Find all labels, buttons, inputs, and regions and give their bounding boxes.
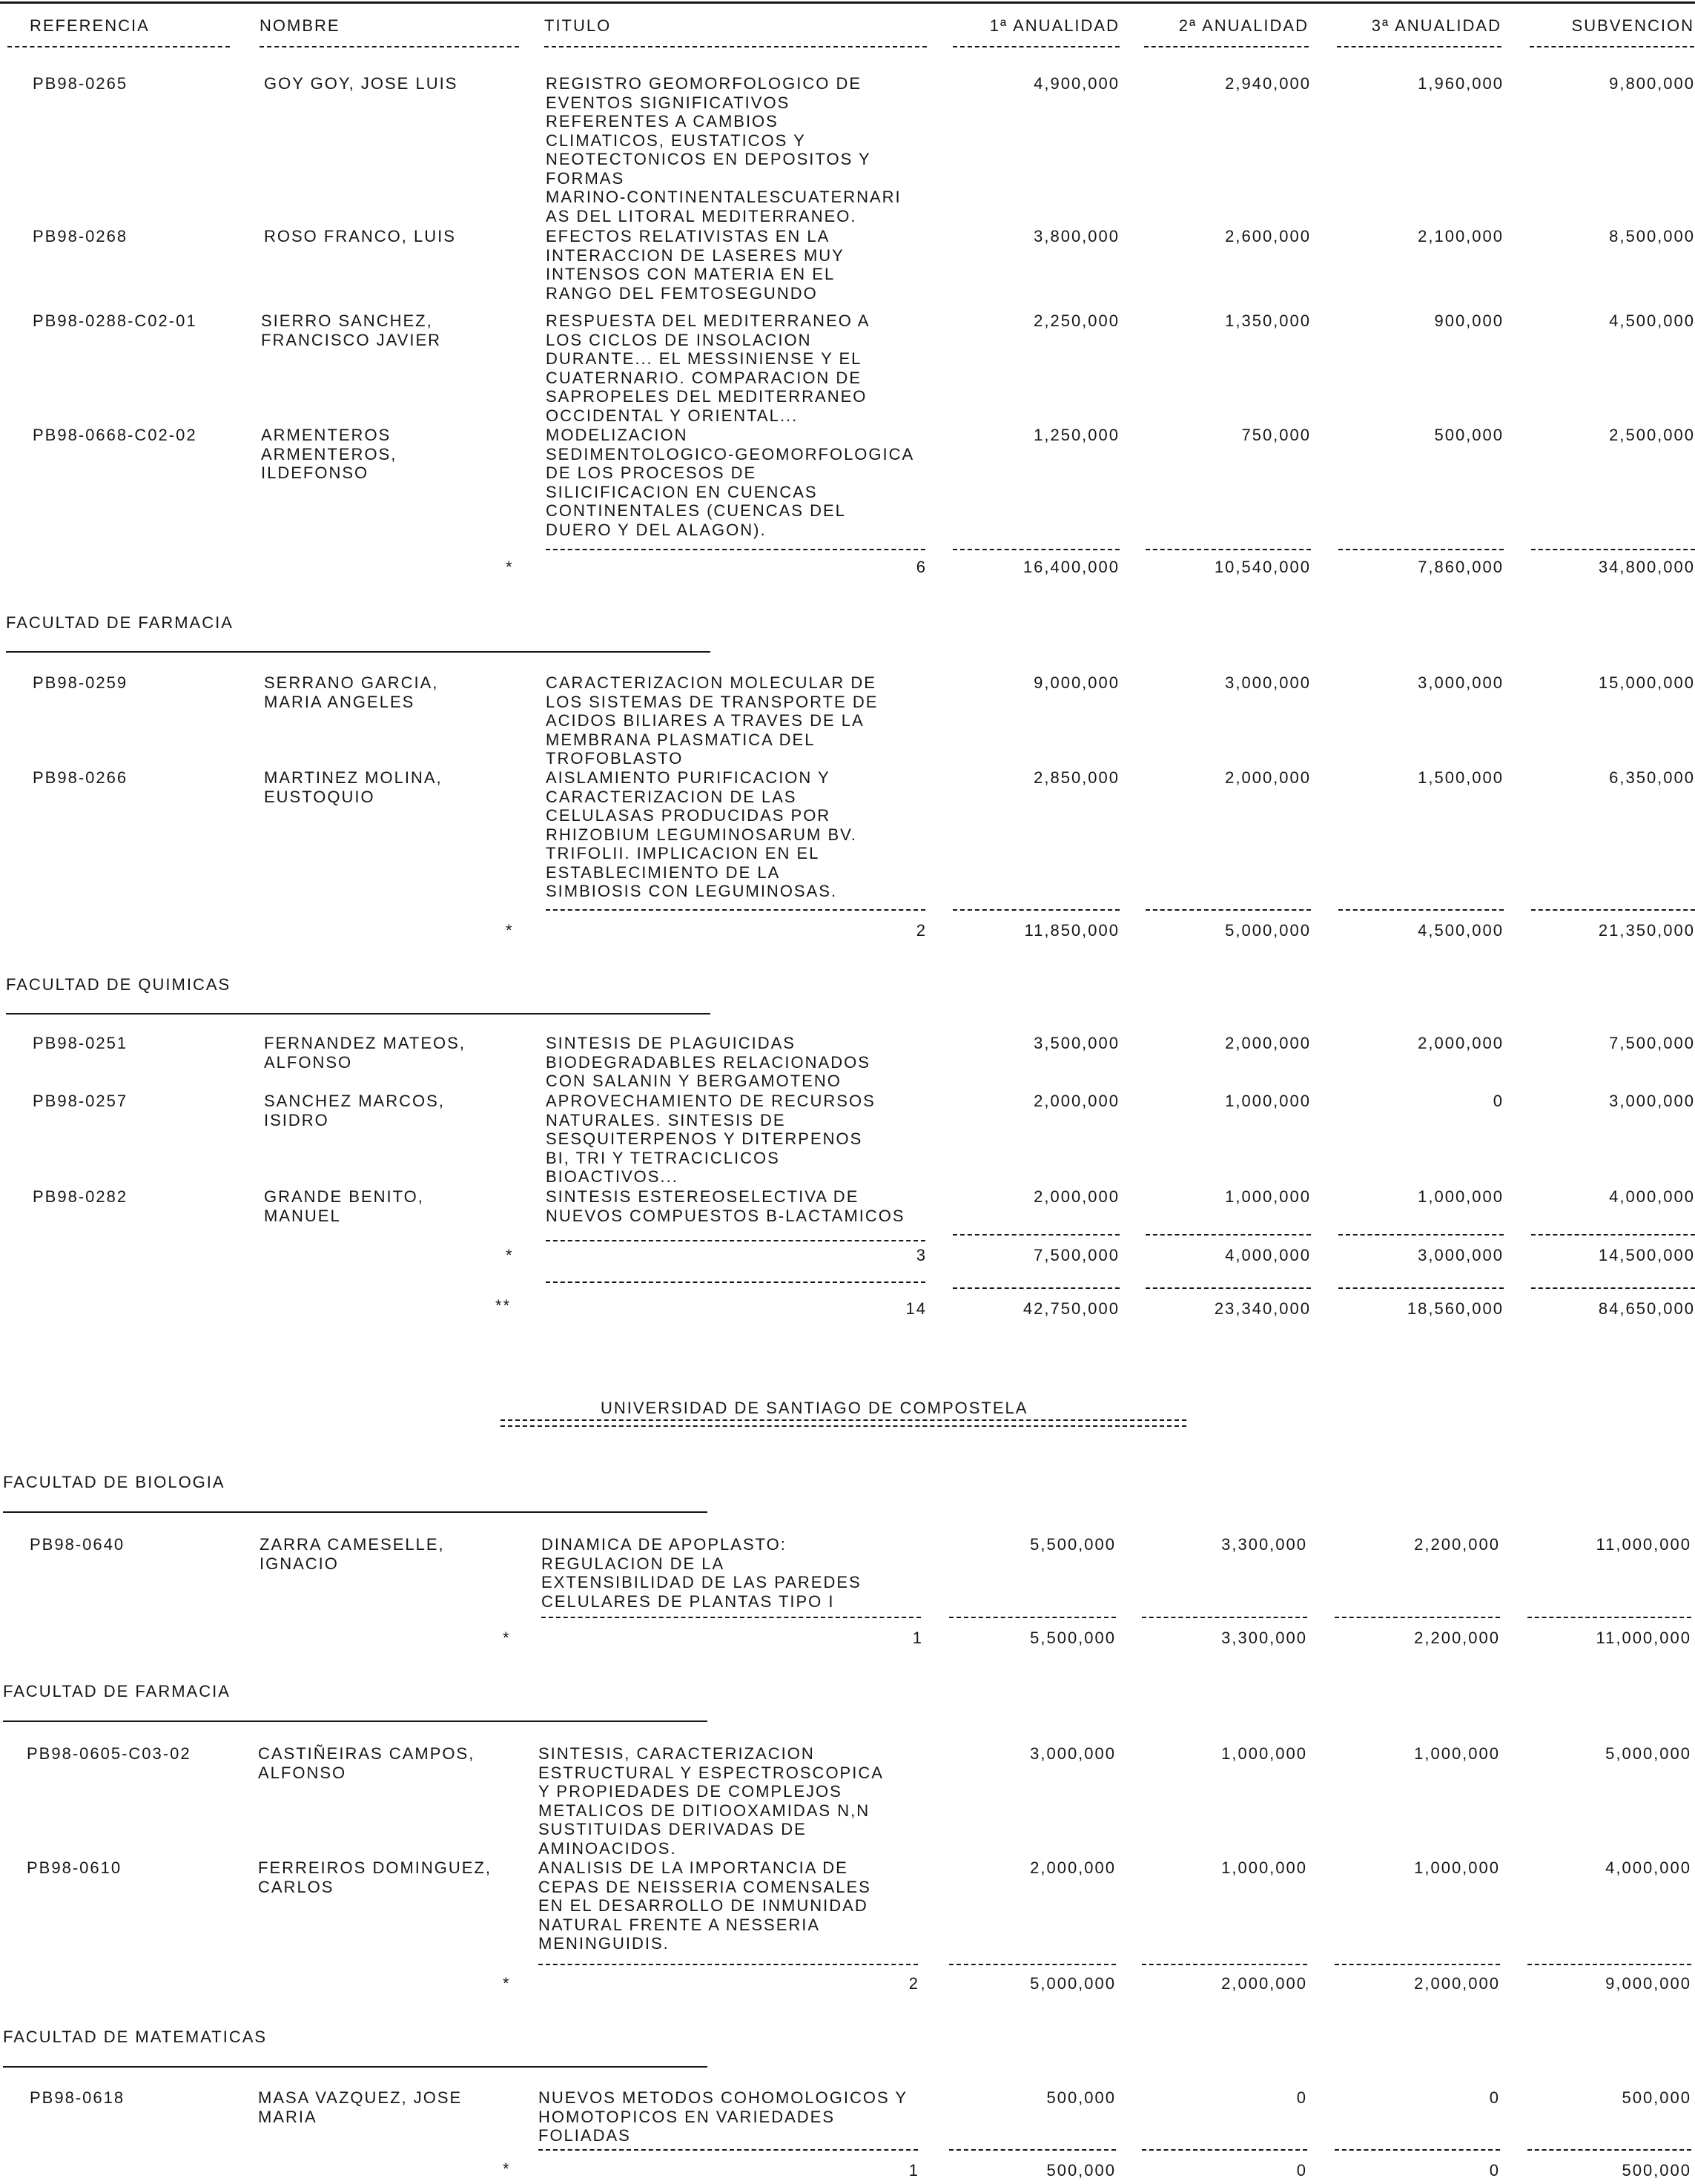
row-referencia: PB98-0265 bbox=[33, 74, 128, 93]
subtotal-count: 1 bbox=[908, 2161, 919, 2180]
row-nombre: GRANDE BENITO, MANUEL bbox=[264, 1187, 424, 1225]
row-subvencion: 8,500,000 bbox=[1609, 227, 1695, 245]
row-anualidad-3: 0 bbox=[1489, 2088, 1500, 2107]
subtotal-rule bbox=[538, 2149, 918, 2151]
section-heading: FACULTAD DE BIOLOGIA bbox=[3, 1473, 225, 1491]
subtotal-subvencion: 500,000 bbox=[1622, 2161, 1691, 2180]
row-anualidad-1: 2,850,000 bbox=[1034, 768, 1120, 787]
row-referencia: PB98-0268 bbox=[33, 227, 128, 245]
subtotal-marker: * bbox=[503, 1974, 511, 1993]
row-nombre: ZARRA CAMESELLE, IGNACIO bbox=[260, 1535, 445, 1573]
subtotal-rule bbox=[953, 909, 1120, 911]
grand-total-anualidad-2: 23,340,000 bbox=[1214, 1299, 1311, 1318]
subtotal-anualidad-1: 5,000,000 bbox=[1030, 1974, 1116, 1993]
subtotal-anualidad-1: 5,500,000 bbox=[1030, 1629, 1116, 1647]
row-referencia: PB98-0266 bbox=[33, 768, 128, 787]
row-subvencion: 4,000,000 bbox=[1609, 1187, 1695, 1206]
subtotal-marker: * bbox=[503, 1629, 511, 1647]
subtotal-anualidad-1: 7,500,000 bbox=[1034, 1246, 1120, 1264]
row-anualidad-3: 1,960,000 bbox=[1418, 74, 1504, 93]
header-rule bbox=[1530, 46, 1694, 47]
section-heading: FACULTAD DE MATEMATICAS bbox=[3, 2028, 268, 2046]
row-referencia: PB98-0640 bbox=[30, 1535, 125, 1554]
subtotal-anualidad-2: 2,000,000 bbox=[1221, 1974, 1307, 1993]
row-anualidad-2: 1,000,000 bbox=[1225, 1187, 1311, 1206]
subtotal-anualidad-2: 5,000,000 bbox=[1225, 921, 1311, 940]
row-nombre: CASTIÑEIRAS CAMPOS, ALFONSO bbox=[258, 1744, 475, 1782]
section-heading-rule bbox=[6, 1013, 710, 1015]
row-anualidad-1: 3,800,000 bbox=[1034, 227, 1120, 245]
subtotal-anualidad-2: 10,540,000 bbox=[1214, 558, 1311, 576]
row-anualidad-1: 9,000,000 bbox=[1034, 673, 1120, 692]
row-subvencion: 6,350,000 bbox=[1609, 768, 1695, 787]
row-referencia: PB98-0605-C03-02 bbox=[27, 1744, 191, 1763]
row-anualidad-1: 500,000 bbox=[1046, 2088, 1116, 2107]
row-subvencion: 7,500,000 bbox=[1609, 1034, 1695, 1052]
total-rule bbox=[1338, 1287, 1504, 1289]
row-nombre: MARTINEZ MOLINA, EUSTOQUIO bbox=[264, 768, 443, 806]
row-anualidad-1: 5,500,000 bbox=[1030, 1535, 1116, 1554]
header-titulo: TITULO bbox=[544, 16, 612, 35]
subtotal-anualidad-3: 2,200,000 bbox=[1414, 1629, 1500, 1647]
total-rule bbox=[953, 1287, 1120, 1289]
row-nombre: ARMENTEROS ARMENTEROS, ILDEFONSO bbox=[261, 426, 397, 482]
row-anualidad-1: 1,250,000 bbox=[1034, 426, 1120, 444]
row-anualidad-3: 1,000,000 bbox=[1418, 1187, 1504, 1206]
university-title-underline bbox=[500, 1419, 1186, 1427]
row-anualidad-2: 2,000,000 bbox=[1225, 768, 1311, 787]
header-subvencion: SUBVENCION bbox=[1571, 16, 1694, 35]
header-anualidad-1: 1ª ANUALIDAD bbox=[989, 16, 1120, 35]
row-anualidad-2: 3,000,000 bbox=[1225, 673, 1311, 692]
grand-total-anualidad-3: 18,560,000 bbox=[1407, 1299, 1504, 1318]
subtotal-marker: * bbox=[506, 1246, 514, 1264]
row-nombre: SIERRO SANCHEZ, FRANCISCO JAVIER bbox=[261, 311, 442, 349]
row-nombre: FERREIROS DOMINGUEZ, CARLOS bbox=[258, 1858, 492, 1896]
row-subvencion: 4,000,000 bbox=[1605, 1858, 1691, 1877]
subtotal-subvencion: 34,800,000 bbox=[1598, 558, 1695, 576]
row-anualidad-1: 2,000,000 bbox=[1030, 1858, 1116, 1877]
section-heading: FACULTAD DE FARMACIA bbox=[6, 613, 234, 632]
row-titulo: RESPUESTA DEL MEDITERRANEO A LOS CICLOS DE INSOLACION DURANTE... EL MESSINIENSE Y EL CUATERNARIO. COMPARACION DE SAPROPELES DEL MEDITERRANEO OCCIDENTAL Y ORIENTAL... bbox=[546, 311, 870, 425]
subtotal-count: 2 bbox=[916, 921, 927, 940]
subtotal-count: 3 bbox=[916, 1246, 927, 1264]
row-anualidad-2: 2,000,000 bbox=[1225, 1034, 1311, 1052]
subtotal-rule bbox=[1338, 549, 1504, 550]
subtotal-marker: * bbox=[506, 558, 514, 576]
row-subvencion: 11,000,000 bbox=[1596, 1535, 1691, 1554]
subtotal-anualidad-1: 11,850,000 bbox=[1024, 921, 1120, 940]
header-referencia: REFERENCIA bbox=[30, 16, 150, 35]
subtotal-rule bbox=[1527, 2149, 1691, 2151]
top-rule bbox=[0, 1, 1695, 4]
subtotal-rule bbox=[1527, 1964, 1691, 1965]
section-heading: FACULTAD DE QUIMICAS bbox=[6, 975, 231, 994]
subtotal-rule bbox=[1338, 1234, 1504, 1235]
subtotal-rule bbox=[1146, 1234, 1311, 1235]
subtotal-rule bbox=[1335, 1617, 1500, 1618]
row-referencia: PB98-0610 bbox=[27, 1858, 122, 1877]
header-rule bbox=[1337, 46, 1501, 47]
subtotal-subvencion: 14,500,000 bbox=[1598, 1246, 1695, 1264]
row-subvencion: 4,500,000 bbox=[1609, 311, 1695, 330]
subtotal-rule bbox=[1146, 549, 1311, 550]
row-anualidad-2: 2,600,000 bbox=[1225, 227, 1311, 245]
row-titulo: MODELIZACION SEDIMENTOLOGICO-GEOMORFOLOGICA DE LOS PROCESOS DE SILICIFICACION EN CUENCAS CONTINENTALES (CUENCAS DEL DUERO Y DEL ALAGON). bbox=[546, 426, 915, 539]
subtotal-rule bbox=[546, 1240, 925, 1241]
subtotal-anualidad-3: 3,000,000 bbox=[1418, 1246, 1504, 1264]
total-rule bbox=[1531, 1287, 1695, 1289]
row-referencia: PB98-0257 bbox=[33, 1092, 128, 1110]
row-titulo: SINTESIS, CARACTERIZACION ESTRUCTURAL Y ESPECTROSCOPICA Y PROPIEDADES DE COMPLEJOS METALICOS DE DITIOOXAMIDAS N,N SUSTITUIDAS DERIVADAS DE AMINOACIDOS. bbox=[538, 1744, 884, 1858]
row-anualidad-1: 2,000,000 bbox=[1034, 1187, 1120, 1206]
row-referencia: PB98-0618 bbox=[30, 2088, 125, 2107]
row-nombre: MASA VAZQUEZ, JOSE MARIA bbox=[258, 2088, 463, 2126]
subtotal-rule bbox=[1142, 1617, 1307, 1618]
subtotal-subvencion: 9,000,000 bbox=[1605, 1974, 1691, 1993]
subtotal-anualidad-3: 7,860,000 bbox=[1418, 558, 1504, 576]
subtotal-rule bbox=[538, 1964, 918, 1965]
row-titulo: ANALISIS DE LA IMPORTANCIA DE CEPAS DE NEISSERIA COMENSALES EN EL DESARROLLO DE INMUNIDAD NATURAL FRENTE A NESSERIA MENINGUIDIS. bbox=[538, 1858, 871, 1953]
subtotal-marker: * bbox=[503, 2160, 511, 2178]
row-referencia: PB98-0282 bbox=[33, 1187, 128, 1206]
row-referencia: PB98-0259 bbox=[33, 673, 128, 692]
grand-total-subvencion: 84,650,000 bbox=[1598, 1299, 1695, 1318]
header-rule bbox=[1144, 46, 1309, 47]
subtotal-anualidad-3: 4,500,000 bbox=[1418, 921, 1504, 940]
subtotal-rule bbox=[953, 549, 1120, 550]
row-anualidad-3: 1,000,000 bbox=[1414, 1744, 1500, 1763]
row-anualidad-3: 500,000 bbox=[1434, 426, 1504, 444]
row-subvencion: 500,000 bbox=[1622, 2088, 1691, 2107]
row-anualidad-2: 1,000,000 bbox=[1225, 1092, 1311, 1110]
section-heading-rule bbox=[3, 1511, 707, 1513]
row-titulo: REGISTRO GEOMORFOLOGICO DE EVENTOS SIGNIFICATIVOS REFERENTES A CAMBIOS CLIMATICOS, EUSTATICOS Y NEOTECTONICOS EN DEPOSITOS Y FORMAS MARINO-CONTINENTALESCUATERNARI AS DEL LITORAL MEDITERRANEO. bbox=[546, 74, 902, 225]
subtotal-rule bbox=[1142, 2149, 1307, 2151]
subtotal-count: 6 bbox=[916, 558, 927, 576]
subtotal-subvencion: 21,350,000 bbox=[1598, 921, 1695, 940]
subtotal-rule bbox=[546, 909, 925, 911]
subtotal-count: 2 bbox=[908, 1974, 919, 1993]
subtotal-anualidad-3: 2,000,000 bbox=[1414, 1974, 1500, 1993]
row-anualidad-2: 1,000,000 bbox=[1221, 1744, 1307, 1763]
subtotal-anualidad-2: 4,000,000 bbox=[1225, 1246, 1311, 1264]
row-anualidad-2: 3,300,000 bbox=[1221, 1535, 1307, 1554]
grand-total-count: 14 bbox=[905, 1299, 927, 1318]
section-heading: FACULTAD DE FARMACIA bbox=[3, 1682, 231, 1700]
header-nombre: NOMBRE bbox=[260, 16, 340, 35]
header-anualidad-2: 2ª ANUALIDAD bbox=[1178, 16, 1309, 35]
row-titulo: APROVECHAMIENTO DE RECURSOS NATURALES. SINTESIS DE SESQUITERPENOS Y DITERPENOS BI, TRI Y TETRACICLICOS BIOACTIVOS... bbox=[546, 1092, 876, 1186]
total-rule bbox=[1146, 1287, 1311, 1289]
header-rule bbox=[260, 46, 519, 47]
row-anualidad-3: 1,500,000 bbox=[1418, 768, 1504, 787]
subtotal-rule bbox=[949, 2149, 1116, 2151]
grand-total-anualidad-1: 42,750,000 bbox=[1022, 1299, 1120, 1318]
header-rule bbox=[7, 46, 230, 47]
subtotal-rule bbox=[1146, 909, 1311, 911]
subtotal-rule bbox=[1338, 909, 1504, 911]
row-anualidad-2: 750,000 bbox=[1241, 426, 1311, 444]
header-rule bbox=[953, 46, 1120, 47]
grand-total-marker: ** bbox=[495, 1296, 512, 1315]
header-anualidad-3: 3ª ANUALIDAD bbox=[1371, 16, 1501, 35]
row-anualidad-3: 3,000,000 bbox=[1418, 673, 1504, 692]
row-anualidad-1: 3,500,000 bbox=[1034, 1034, 1120, 1052]
subtotal-rule bbox=[1527, 1617, 1691, 1618]
row-titulo: DINAMICA DE APOPLASTO: REGULACION DE LA EXTENSIBILIDAD DE LAS PAREDES CELULARES DE PLANTAS TIPO I bbox=[541, 1535, 862, 1611]
header-rule bbox=[544, 46, 927, 47]
row-subvencion: 2,500,000 bbox=[1609, 426, 1695, 444]
subtotal-rule bbox=[1335, 1964, 1500, 1965]
row-nombre: FERNANDEZ MATEOS, ALFONSO bbox=[264, 1034, 466, 1072]
university-title: UNIVERSIDAD DE SANTIAGO DE COMPOSTELA bbox=[601, 1399, 1028, 1417]
row-subvencion: 15,000,000 bbox=[1598, 673, 1695, 692]
subtotal-anualidad-2: 0 bbox=[1296, 2161, 1307, 2180]
subtotal-rule bbox=[953, 1234, 1120, 1235]
subtotal-rule bbox=[1531, 549, 1695, 550]
subtotal-anualidad-1: 500,000 bbox=[1046, 2161, 1116, 2180]
row-titulo: NUEVOS METODOS COHOMOLOGICOS Y HOMOTOPICOS EN VARIEDADES FOLIADAS bbox=[538, 2088, 908, 2145]
row-anualidad-2: 1,350,000 bbox=[1225, 311, 1311, 330]
subtotal-rule bbox=[1335, 2149, 1500, 2151]
row-anualidad-3: 2,100,000 bbox=[1418, 227, 1504, 245]
subtotal-count: 1 bbox=[912, 1629, 923, 1647]
row-titulo: AISLAMIENTO PURIFICACION Y CARACTERIZACION DE LAS CELULASAS PRODUCIDAS POR RHIZOBIUM LEGUMINOSARUM BV. TRIFOLII. IMPLICACION EN EL ESTABLECIMIENTO DE LA SIMBIOSIS CON LEGUMINOSAS. bbox=[546, 768, 857, 900]
row-subvencion: 9,800,000 bbox=[1609, 74, 1695, 93]
subtotal-rule bbox=[949, 1964, 1116, 1965]
row-nombre: ROSO FRANCO, LUIS bbox=[264, 227, 456, 245]
row-anualidad-3: 2,200,000 bbox=[1414, 1535, 1500, 1554]
row-anualidad-3: 2,000,000 bbox=[1418, 1034, 1504, 1052]
row-nombre: SANCHEZ MARCOS, ISIDRO bbox=[264, 1092, 445, 1129]
row-anualidad-2: 1,000,000 bbox=[1221, 1858, 1307, 1877]
row-titulo: SINTESIS ESTEREOSELECTIVA DE NUEVOS COMPUESTOS B-LACTAMICOS bbox=[546, 1187, 905, 1225]
row-nombre: GOY GOY, JOSE LUIS bbox=[264, 74, 458, 93]
subtotal-rule bbox=[1531, 909, 1695, 911]
section-heading-rule bbox=[3, 1721, 707, 1722]
row-subvencion: 3,000,000 bbox=[1609, 1092, 1695, 1110]
section-heading-rule bbox=[3, 2066, 707, 2068]
row-referencia: PB98-0288-C02-01 bbox=[33, 311, 197, 330]
row-titulo: EFECTOS RELATIVISTAS EN LA INTERACCION DE LASERES MUY INTENSOS CON MATERIA EN EL RANGO DEL FEMTOSEGUNDO bbox=[546, 227, 845, 303]
row-anualidad-1: 2,250,000 bbox=[1034, 311, 1120, 330]
subtotal-rule bbox=[541, 1617, 921, 1618]
row-titulo: SINTESIS DE PLAGUICIDAS BIODEGRADABLES RELACIONADOS CON SALANIN Y BERGAMOTENO bbox=[546, 1034, 870, 1090]
row-subvencion: 5,000,000 bbox=[1605, 1744, 1691, 1763]
subtotal-rule bbox=[1531, 1234, 1695, 1235]
row-anualidad-1: 4,900,000 bbox=[1034, 74, 1120, 93]
total-rule bbox=[546, 1281, 925, 1283]
subtotal-rule bbox=[546, 549, 925, 550]
subtotal-subvencion: 11,000,000 bbox=[1596, 1629, 1691, 1647]
subtotal-rule bbox=[1142, 1964, 1307, 1965]
subtotal-anualidad-2: 3,300,000 bbox=[1221, 1629, 1307, 1647]
row-anualidad-1: 2,000,000 bbox=[1034, 1092, 1120, 1110]
subtotal-marker: * bbox=[506, 921, 514, 940]
row-anualidad-3: 900,000 bbox=[1434, 311, 1504, 330]
row-anualidad-3: 1,000,000 bbox=[1414, 1858, 1500, 1877]
row-anualidad-2: 0 bbox=[1296, 2088, 1307, 2107]
subtotal-anualidad-3: 0 bbox=[1489, 2161, 1500, 2180]
subtotal-anualidad-1: 16,400,000 bbox=[1022, 558, 1120, 576]
row-referencia: PB98-0668-C02-02 bbox=[33, 426, 197, 444]
row-anualidad-3: 0 bbox=[1493, 1092, 1504, 1110]
row-anualidad-1: 3,000,000 bbox=[1030, 1744, 1116, 1763]
row-referencia: PB98-0251 bbox=[33, 1034, 128, 1052]
row-titulo: CARACTERIZACION MOLECULAR DE LOS SISTEMAS DE TRANSPORTE DE ACIDOS BILIARES A TRAVES DE LA MEMBRANA PLASMATICA DEL TROFOBLASTO bbox=[546, 673, 879, 768]
row-anualidad-2: 2,940,000 bbox=[1225, 74, 1311, 93]
subtotal-rule bbox=[949, 1617, 1116, 1618]
section-heading-rule bbox=[6, 651, 710, 653]
row-nombre: SERRANO GARCIA, MARIA ANGELES bbox=[264, 673, 439, 711]
